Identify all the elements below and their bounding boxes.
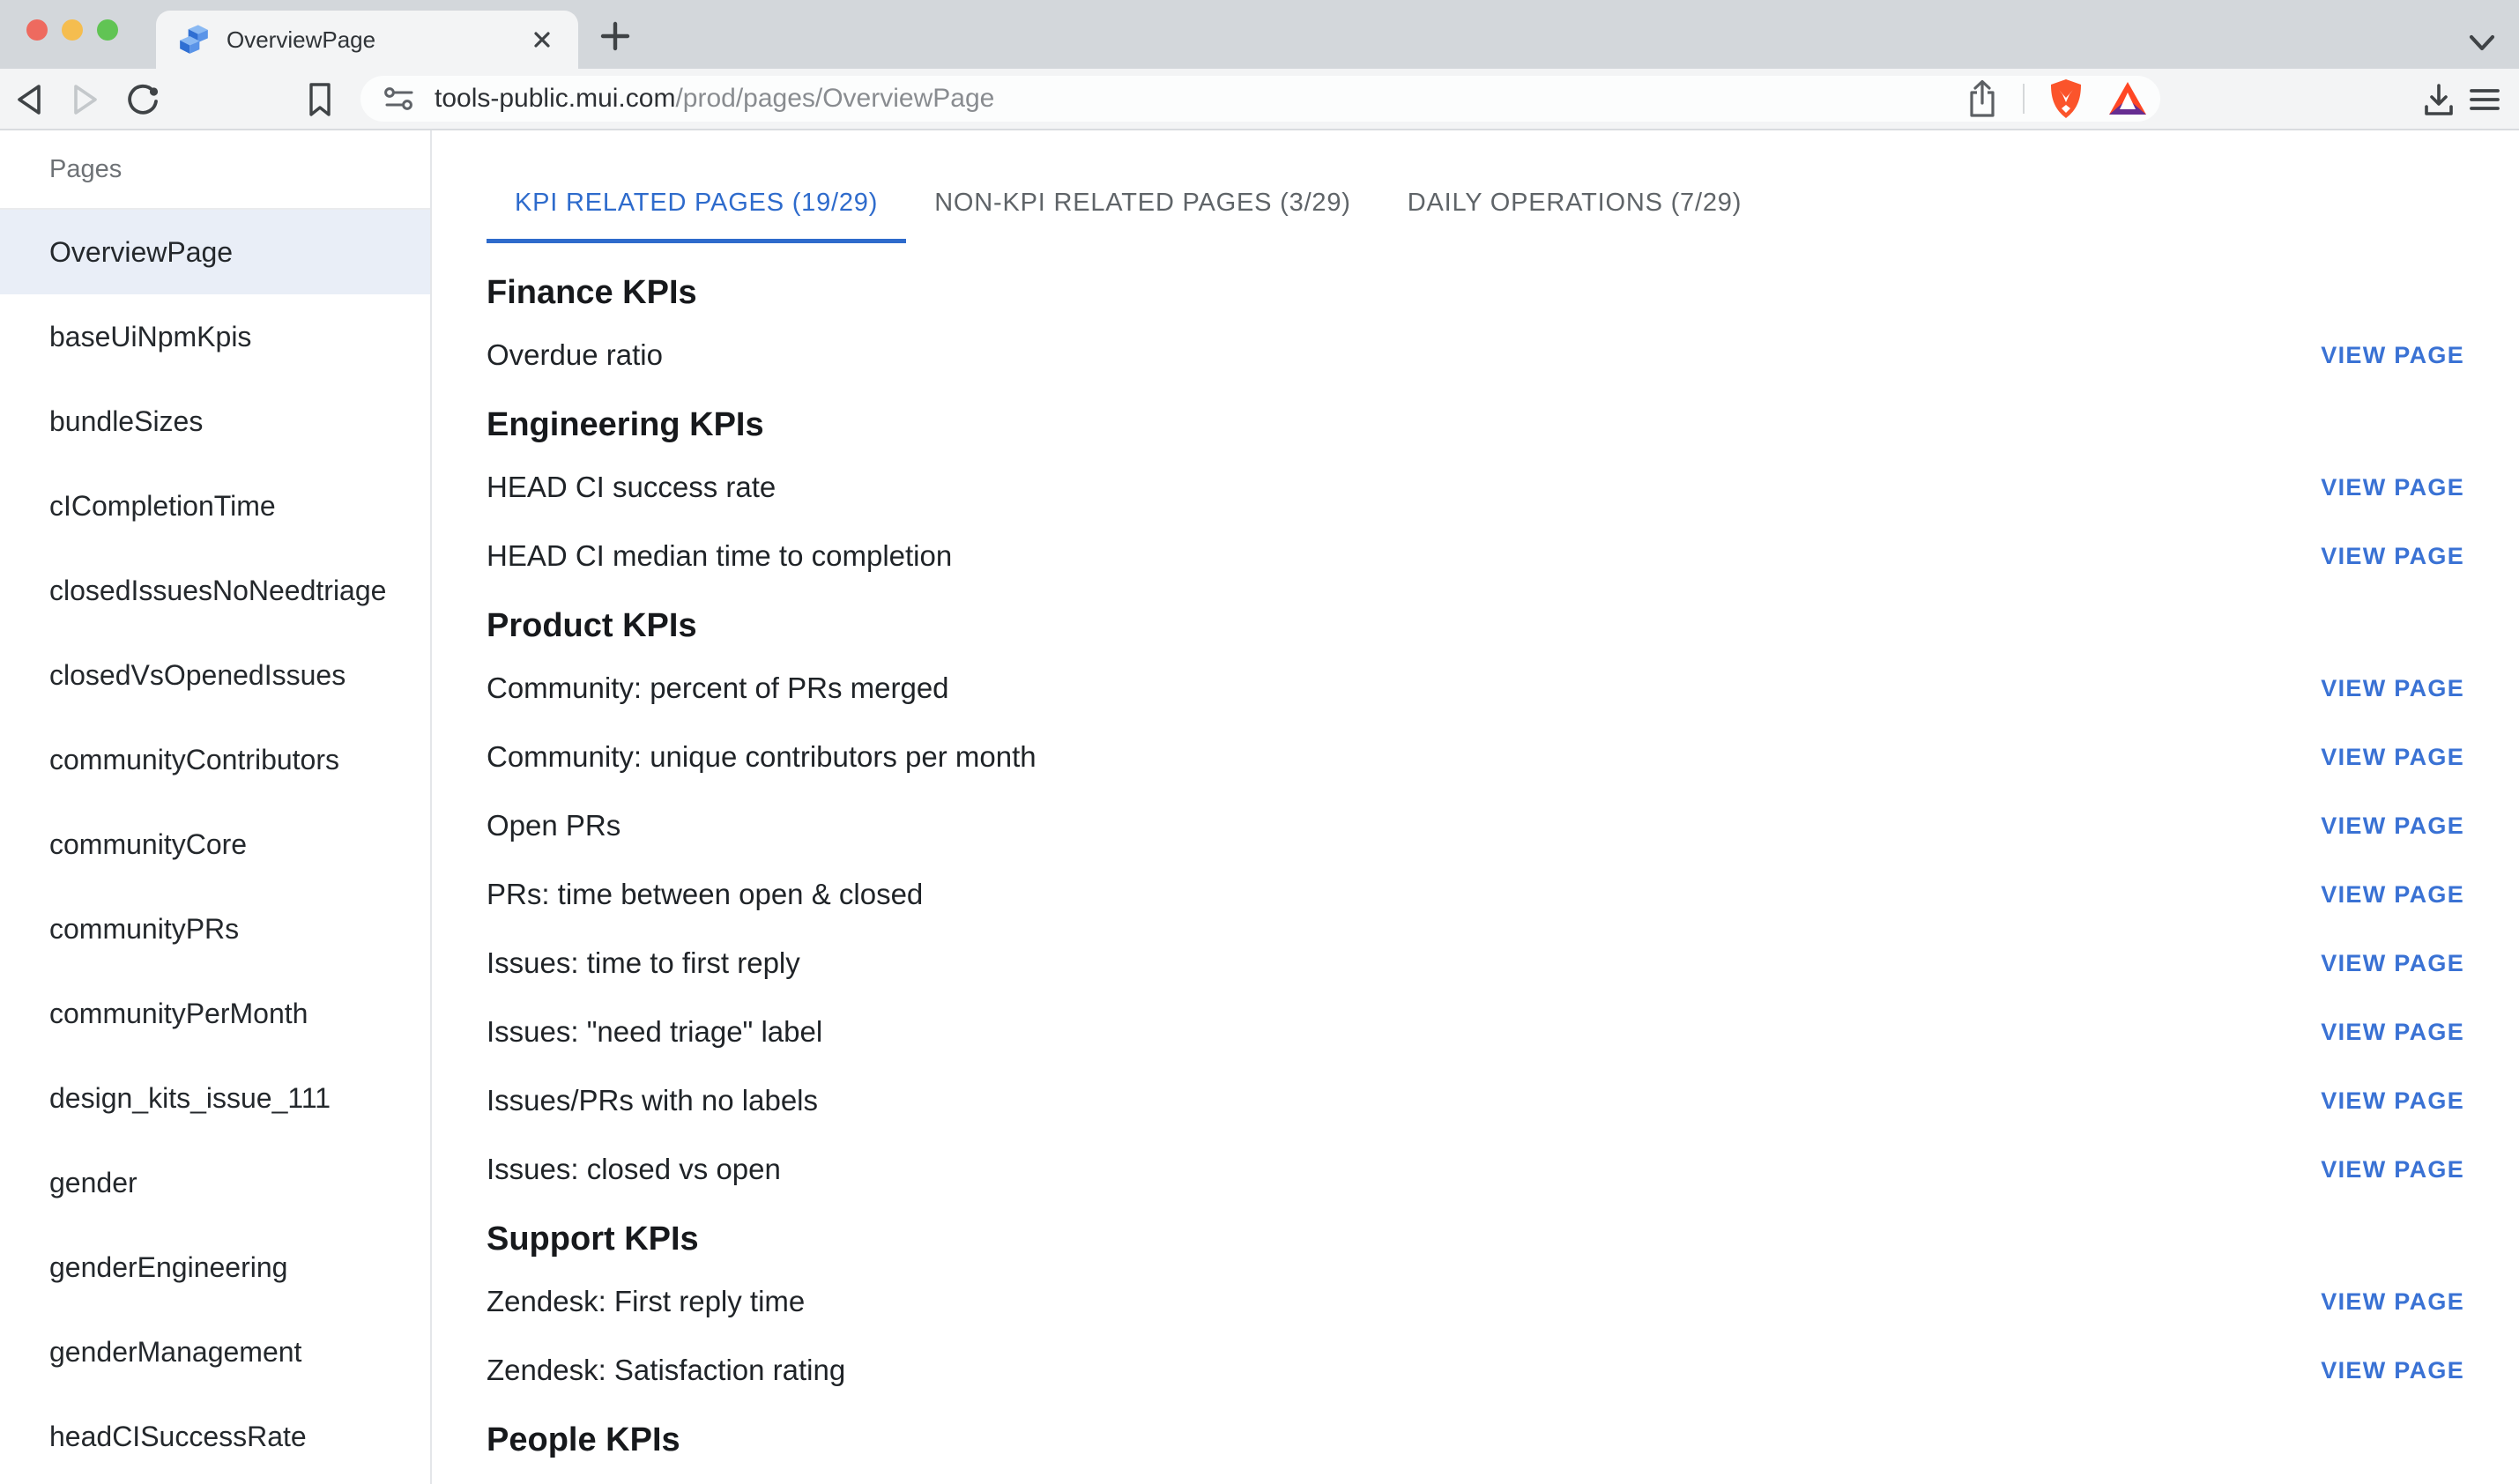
kpi-row [487, 860, 2464, 929]
view-page-button[interactable]: VIEW PAGE [2321, 1348, 2464, 1393]
kpi-row-label: Issues: time to first reply [487, 946, 800, 979]
sidebar-page-list [0, 210, 430, 1479]
site-settings-icon[interactable] [380, 81, 419, 116]
kpi-row [487, 929, 2464, 998]
kpi-row-label: Community: percent of PRs merged [487, 672, 949, 704]
chevron-down-icon [2464, 30, 2500, 56]
window-close-button[interactable] [26, 19, 48, 41]
kpi-section-title: Finance KPIs [487, 273, 697, 311]
kpi-section-title: Engineering KPIs [487, 405, 764, 443]
kpi-row [487, 321, 2464, 390]
category-tab-label: NON-KPI RELATED PAGES (3/29) [934, 188, 1351, 217]
kpi-row-label: Community: unique contributors per month [487, 740, 1037, 773]
kpi-row [487, 1135, 2464, 1204]
kpi-row [487, 522, 2464, 590]
kpi-row [487, 1066, 2464, 1135]
download-icon [2420, 80, 2457, 119]
tab-search-button[interactable] [2464, 30, 2500, 56]
kpi-row [487, 791, 2464, 860]
view-page-button[interactable]: VIEW PAGE [2321, 465, 2464, 510]
category-tab[interactable] [906, 162, 1379, 243]
plus-icon [598, 19, 633, 54]
kpi-row [487, 654, 2464, 723]
kpi-row-label: Open PRs [487, 809, 621, 842]
sidebar-page-item[interactable] [0, 1056, 430, 1140]
sidebar-page-label: design_kits_issue_111 [49, 1081, 331, 1114]
sidebar-page-label: closedVsOpenedIssues [49, 658, 346, 691]
sidebar-page-label: communityPRs [49, 912, 240, 945]
sidebar-page-label: headCISuccessRate [49, 1420, 307, 1452]
back-button[interactable] [9, 79, 49, 120]
kpi-section-title: People KPIs [487, 1421, 680, 1458]
browser-toolbar [0, 69, 2519, 130]
view-page-button[interactable]: VIEW PAGE [2321, 872, 2464, 917]
kpi-row-label: Zendesk: First reply time [487, 1285, 806, 1317]
sidebar-page-item[interactable] [0, 717, 430, 802]
sidebar-page-item[interactable] [0, 379, 430, 464]
kpi-section-title: Support KPIs [487, 1220, 699, 1258]
view-page-button[interactable]: VIEW PAGE [2321, 735, 2464, 780]
forward-button[interactable] [65, 79, 106, 120]
sidebar-page-label: OverviewPage [49, 235, 234, 268]
kpi-section-rows [487, 1267, 2464, 1405]
kpi-row [487, 723, 2464, 791]
address-bar[interactable] [360, 76, 2160, 122]
kpi-row-label: HEAD CI median time to completion [487, 539, 953, 572]
view-page-button[interactable]: VIEW PAGE [2321, 1079, 2464, 1124]
view-page-button[interactable]: VIEW PAGE [2321, 941, 2464, 986]
downloads-button[interactable] [2419, 79, 2459, 120]
category-tab[interactable] [1379, 162, 1770, 243]
kpi-row-label: Issues/PRs with no labels [487, 1084, 819, 1117]
sidebar-page-item[interactable] [0, 802, 430, 887]
kpi-sections [487, 264, 2464, 1468]
category-tabs [487, 162, 2464, 243]
url-text [435, 84, 1965, 114]
sidebar-page-label: genderEngineering [49, 1250, 288, 1283]
kpi-section [487, 397, 2464, 590]
browser-tab-strip [0, 0, 2519, 69]
share-icon [1965, 78, 2000, 119]
window-controls [26, 19, 118, 41]
sidebar-page-label: baseUiNpmKpis [49, 320, 252, 352]
sidebar-page-label: genderManagement [49, 1335, 302, 1368]
sidebar-page-item[interactable] [0, 1140, 430, 1225]
kpi-row-label: Zendesk: Satisfaction rating [487, 1354, 846, 1386]
hamburger-menu-icon [2466, 81, 2503, 118]
kpi-row-label: HEAD CI success rate [487, 471, 777, 503]
window-zoom-button[interactable] [97, 19, 118, 41]
sidebar-page-item[interactable] [0, 1225, 430, 1310]
address-bar-actions [1965, 78, 2148, 120]
brave-shields-button[interactable] [2047, 78, 2084, 120]
divider [2023, 84, 2025, 114]
sidebar-page-item[interactable] [0, 633, 430, 717]
sidebar-page-item[interactable] [0, 294, 430, 379]
kpi-section [487, 597, 2464, 1204]
sidebar-page-item[interactable] [0, 971, 430, 1056]
sidebar-page-label: closedIssuesNoNeedtriage [49, 574, 387, 606]
kpi-row [487, 1336, 2464, 1405]
kpi-row [487, 1267, 2464, 1336]
sidebar-page-item[interactable] [0, 464, 430, 548]
sidebar-page-item[interactable] [0, 1394, 430, 1479]
new-tab-button[interactable] [596, 17, 635, 56]
url-domain: tools-public.mui.com [435, 84, 676, 113]
kpi-row [487, 998, 2464, 1066]
sidebar-page-label: communityContributors [49, 743, 339, 775]
view-page-button[interactable]: VIEW PAGE [2321, 1010, 2464, 1055]
bookmark-button[interactable] [300, 79, 340, 120]
url-path: /prod/pages/OverviewPage [675, 84, 995, 113]
kpi-row-label: Issues: closed vs open [487, 1153, 781, 1185]
kpi-section [487, 1412, 2464, 1468]
main-content [432, 130, 2519, 1484]
view-page-button[interactable]: VIEW PAGE [2321, 534, 2464, 579]
app-window [0, 130, 2519, 1484]
view-page-button[interactable]: VIEW PAGE [2321, 1147, 2464, 1192]
forward-icon [68, 80, 103, 119]
kpi-section [487, 1211, 2464, 1405]
kpi-row-label: PRs: time between open & closed [487, 878, 924, 910]
kpi-section-rows [487, 453, 2464, 590]
tab-close-icon[interactable] [527, 25, 557, 55]
sidebar-page-label: gender [49, 1166, 137, 1198]
category-tab[interactable] [487, 162, 906, 243]
sidebar-page-item[interactable] [0, 887, 430, 971]
browser-tab[interactable] [156, 11, 578, 69]
mui-toolpad-favicon-icon [177, 23, 211, 56]
view-page-button[interactable]: VIEW PAGE [2321, 666, 2464, 711]
brave-rewards-button[interactable] [2107, 79, 2148, 118]
sidebar-page-label: bundleSizes [49, 404, 204, 437]
view-page-button[interactable]: VIEW PAGE [2321, 1280, 2464, 1324]
share-button[interactable] [1965, 78, 2000, 119]
category-tab-label: DAILY OPERATIONS (7/29) [1407, 188, 1742, 217]
brave-shield-icon [2047, 78, 2084, 120]
sidebar-page-label: cICompletionTime [49, 489, 276, 522]
window-minimize-button[interactable] [62, 19, 83, 41]
kpi-section [487, 264, 2464, 390]
tab-title: OverviewPage [227, 26, 376, 53]
kpi-section-rows [487, 321, 2464, 390]
sidebar-page-label: communityCore [49, 827, 248, 860]
sidebar-page-item[interactable] [0, 210, 430, 294]
sidebar-page-item[interactable] [0, 1310, 430, 1394]
kpi-section-title: Product KPIs [487, 606, 697, 644]
sidebar-page-item[interactable] [0, 548, 430, 633]
reload-button[interactable] [123, 79, 163, 120]
view-page-button[interactable]: VIEW PAGE [2321, 804, 2464, 849]
category-tab-label: KPI RELATED PAGES (19/29) [515, 188, 879, 217]
reload-icon [123, 80, 162, 119]
pages-sidebar [0, 130, 432, 1484]
sidebar-page-label: communityPerMonth [49, 997, 308, 1029]
back-icon [11, 80, 47, 119]
kpi-row-label: Issues: "need triage" label [487, 1015, 823, 1048]
sidebar-header: Pages [0, 130, 430, 210]
browser-menu-button[interactable] [2464, 79, 2505, 120]
view-page-button[interactable]: VIEW PAGE [2321, 333, 2464, 378]
kpi-section-rows [487, 654, 2464, 1204]
kpi-row [487, 453, 2464, 522]
bookmark-icon [302, 79, 338, 120]
kpi-row-label: Overdue ratio [487, 338, 663, 371]
bat-triangle-icon [2107, 79, 2148, 118]
